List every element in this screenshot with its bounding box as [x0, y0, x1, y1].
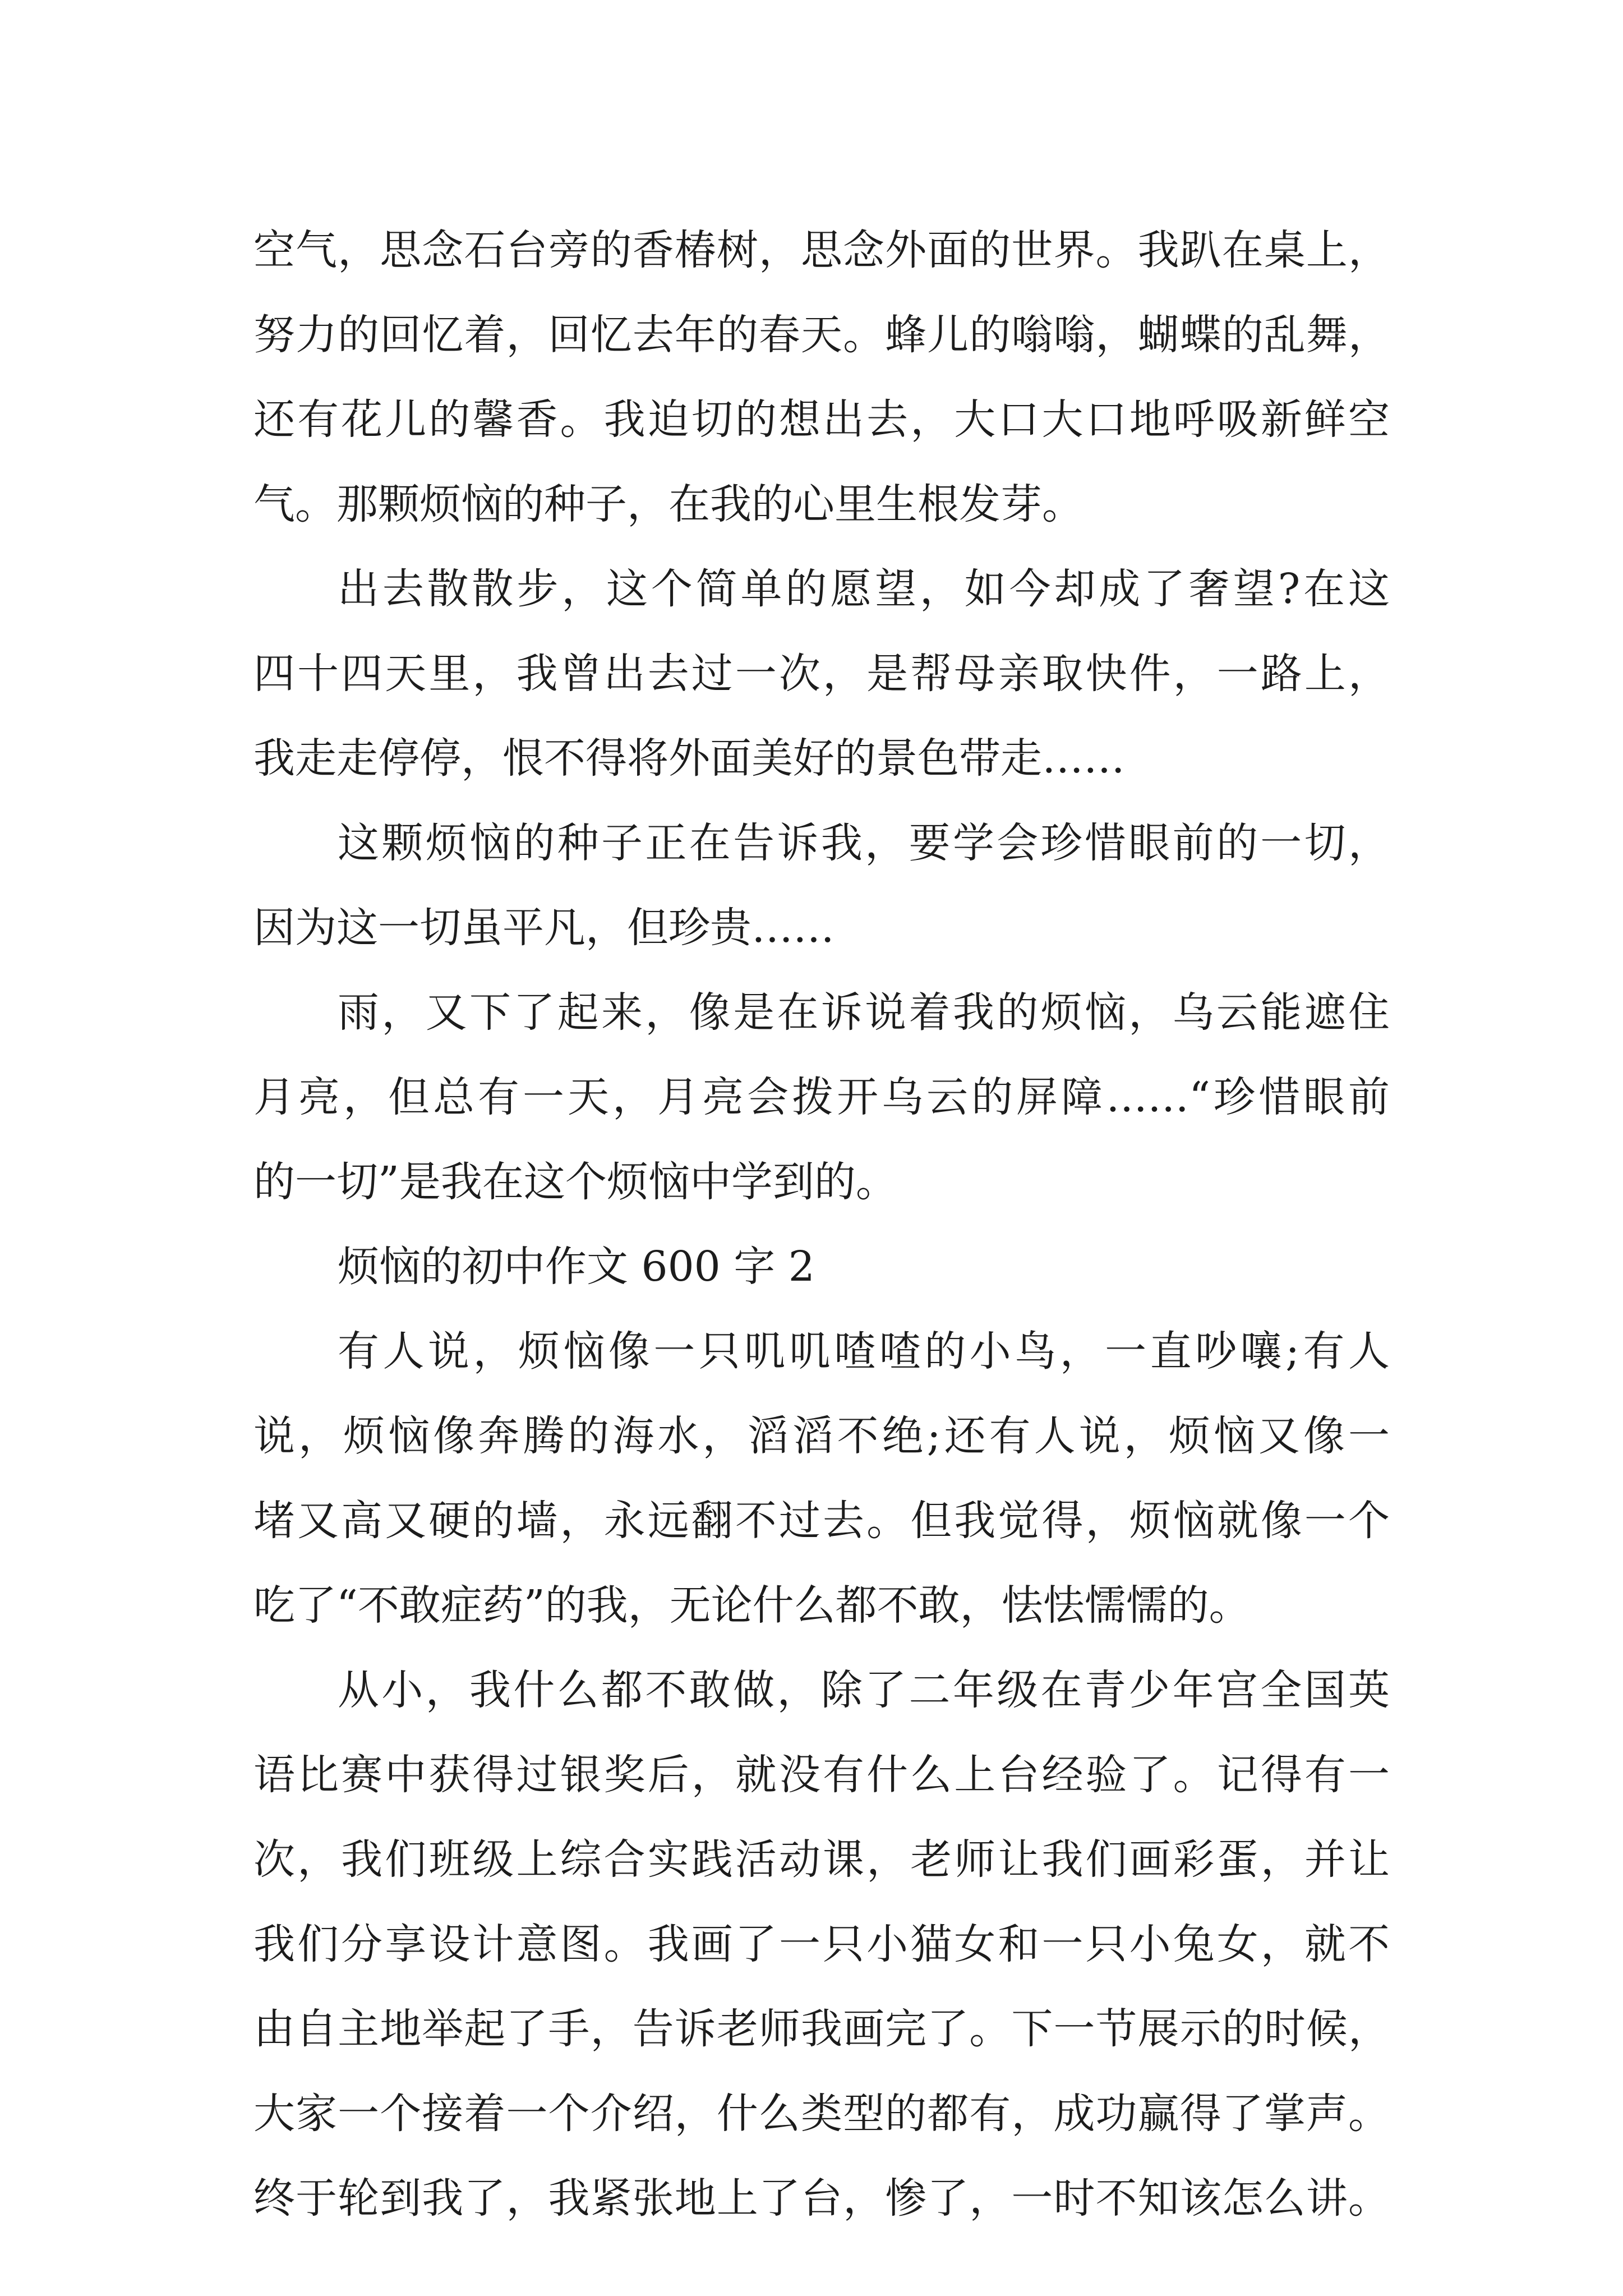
text-line: 我走走停停，恨不得将外面美好的景色带走…… [253, 734, 1125, 783]
text-line: 由自主地举起了手，告诉老师我画完了。下一节展示的时候， [253, 2005, 1390, 2053]
text-line: 语比赛中获得过银奖后，就没有什么上台经验了。记得有一 [253, 1751, 1390, 1799]
text-line: 吃了“不敢症药”的我，无论什么都不敢，怯怯懦懦的。 [253, 1581, 1251, 1630]
paragraph [253, 208, 1390, 547]
paragraph [253, 970, 1390, 1225]
text-line: 大家一个接着一个介绍，什么类型的都有，成功赢得了掌声。 [253, 2090, 1390, 2138]
paragraph [253, 1648, 1390, 2241]
section-heading: 烦恼的初中作文 600 字 2 [338, 1243, 815, 1291]
text-line: 因为这一切虽平凡，但珍贵…… [253, 904, 834, 952]
text-line: 四十四天里，我曾出去过一次，是帮母亲取快件，一路上， [253, 650, 1390, 698]
document-body [253, 208, 1390, 2241]
text-line: 雨，又下了起来，像是在诉说着我的烦恼，乌云能遮住 [338, 988, 1390, 1037]
text-line: 月亮，但总有一天，月亮会拨开乌云的屏障……“珍惜眼前 [253, 1073, 1390, 1121]
text-line: 的一切”是我在这个烦恼中学到的。 [253, 1158, 897, 1206]
text-line: 还有花儿的馨香。我迫切的想出去，大口大口地呼吸新鲜空 [253, 395, 1390, 444]
paragraph [253, 547, 1390, 801]
text-line: 从小，我什么都不敢做，除了二年级在青少年宫全国英 [338, 1666, 1390, 1714]
text-line: 空气，思念石台旁的香椿树，思念外面的世界。我趴在桌上， [253, 226, 1390, 274]
text-line: 气。那颗烦恼的种子，在我的心里生根发芽。 [253, 480, 1083, 528]
text-line: 这颗烦恼的种子正在告诉我，要学会珍惜眼前的一切， [338, 819, 1390, 867]
text-line: 努力的回忆着，回忆去年的春天。蜂儿的嗡嗡，蝴蝶的乱舞， [253, 311, 1390, 359]
text-line: 说，烦恼像奔腾的海水，滔滔不绝;还有人说，烦恼又像一 [253, 1412, 1390, 1460]
text-line: 我们分享设计意图。我画了一只小猫女和一只小兔女，就不 [253, 1920, 1390, 1968]
text-line: 次，我们班级上综合实践活动课，老师让我们画彩蛋，并让 [253, 1835, 1390, 1884]
paragraph [253, 1309, 1390, 1648]
text-line: 有人说，烦恼像一只叽叽喳喳的小鸟，一直吵嚷;有人 [338, 1327, 1390, 1375]
paragraph [253, 801, 1390, 970]
text-line: 堵又高又硬的墙，永远翻不过去。但我觉得，烦恼就像一个 [253, 1497, 1390, 1545]
text-line: 终于轮到我了，我紧张地上了台，惨了，一时不知该怎么讲。 [253, 2174, 1390, 2223]
text-line: 出去散散步，这个简单的愿望，如今却成了奢望?在这 [338, 565, 1390, 613]
